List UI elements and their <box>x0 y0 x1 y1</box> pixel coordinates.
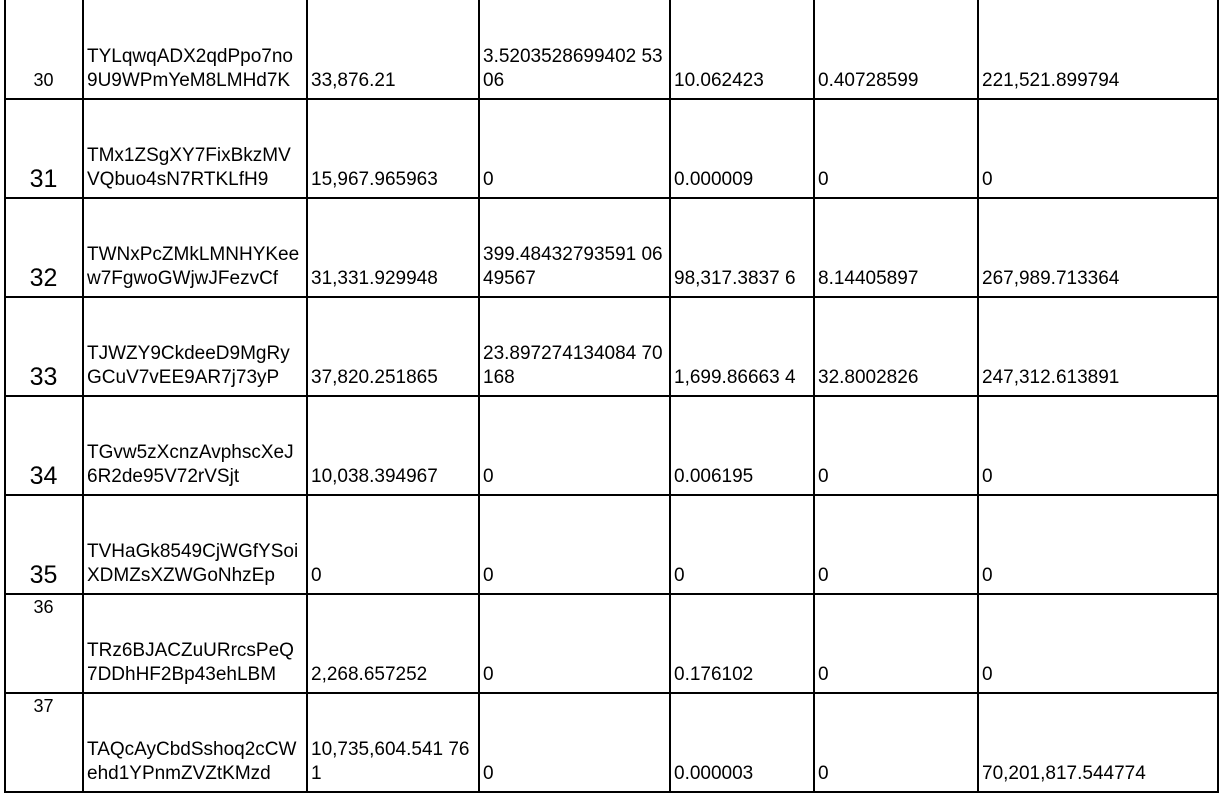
table-row <box>5 297 1218 396</box>
value-cell: 0 <box>479 99 670 198</box>
row-index: 37 <box>5 693 83 792</box>
value-cell: 31,331.929948 <box>307 198 479 297</box>
value-cell: 0.40728599 <box>814 0 978 99</box>
value-cell: 10,735,604.541 761 <box>307 693 479 792</box>
value-cell: 98,317.3837 6 <box>670 198 814 297</box>
value-cell: 0 <box>978 99 1218 198</box>
table-row <box>5 198 1218 297</box>
value-cell: 0 <box>814 594 978 693</box>
wallet-address: TVHaGk8549CjWGfYSoiXDMZsXZWGoNhzEp <box>83 495 307 594</box>
value-cell: 0.000003 <box>670 693 814 792</box>
value-cell: 1,699.86663 4 <box>670 297 814 396</box>
wallet-address: TWNxPcZMkLMNHYKeew7FgwoGWjwJFezvCf <box>83 198 307 297</box>
value-cell: 10,038.394967 <box>307 396 479 495</box>
table-row <box>5 99 1218 198</box>
table-row <box>5 0 1218 99</box>
value-cell: 0 <box>978 594 1218 693</box>
value-cell: 247,312.613891 <box>978 297 1218 396</box>
wallet-address: TJWZY9CkdeeD9MgRyGCuV7vEE9AR7j73yP <box>83 297 307 396</box>
value-cell: 37,820.251865 <box>307 297 479 396</box>
value-cell: 2,268.657252 <box>307 594 479 693</box>
value-cell: 0 <box>978 495 1218 594</box>
value-cell: 10.062423 <box>670 0 814 99</box>
row-index: 36 <box>5 594 83 693</box>
row-index: 35 <box>5 495 83 594</box>
value-cell: 0 <box>814 495 978 594</box>
value-cell: 0 <box>479 495 670 594</box>
value-cell: 0 <box>978 396 1218 495</box>
data-table-container <box>4 0 1219 793</box>
row-index: 31 <box>5 99 83 198</box>
value-cell: 70,201,817.544774 <box>978 693 1218 792</box>
row-index: 32 <box>5 198 83 297</box>
value-cell: 0 <box>479 594 670 693</box>
value-cell: 0.000009 <box>670 99 814 198</box>
wallet-address: TAQcAyCbdSshoq2cCWehd1YPnmZVZtKMzd <box>83 693 307 792</box>
value-cell: 0 <box>479 693 670 792</box>
value-cell: 33,876.21 <box>307 0 479 99</box>
value-cell: 0 <box>670 495 814 594</box>
value-cell: 23.897274134084 70168 <box>479 297 670 396</box>
value-cell: 8.14405897 <box>814 198 978 297</box>
value-cell: 267,989.713364 <box>978 198 1218 297</box>
wallet-address: TRz6BJACZuURrcsPeQ7DDhHF2Bp43ehLBM <box>83 594 307 693</box>
value-cell: 15,967.965963 <box>307 99 479 198</box>
table-row <box>5 693 1218 792</box>
table-row <box>5 396 1218 495</box>
value-cell: 399.48432793591 0649567 <box>479 198 670 297</box>
value-cell: 0.176102 <box>670 594 814 693</box>
wallet-address: TMx1ZSgXY7FixBkzMVVQbuo4sN7RTKLfH9 <box>83 99 307 198</box>
row-index: 33 <box>5 297 83 396</box>
value-cell: 0 <box>307 495 479 594</box>
data-table <box>4 0 1219 793</box>
value-cell: 32.8002826 <box>814 297 978 396</box>
wallet-address: TYLqwqADX2qdPpo7no9U9WPmYeM8LMHd7K <box>83 0 307 99</box>
value-cell: 0 <box>814 693 978 792</box>
table-row <box>5 594 1218 693</box>
value-cell: 3.5203528699402 5306 <box>479 0 670 99</box>
value-cell: 0 <box>814 99 978 198</box>
table-row <box>5 495 1218 594</box>
value-cell: 0 <box>814 396 978 495</box>
row-index: 34 <box>5 396 83 495</box>
wallet-address: TGvw5zXcnzAvphscXeJ6R2de95V72rVSjt <box>83 396 307 495</box>
row-index: 30 <box>5 0 83 99</box>
value-cell: 0 <box>479 396 670 495</box>
value-cell: 221,521.899794 <box>978 0 1218 99</box>
value-cell: 0.006195 <box>670 396 814 495</box>
